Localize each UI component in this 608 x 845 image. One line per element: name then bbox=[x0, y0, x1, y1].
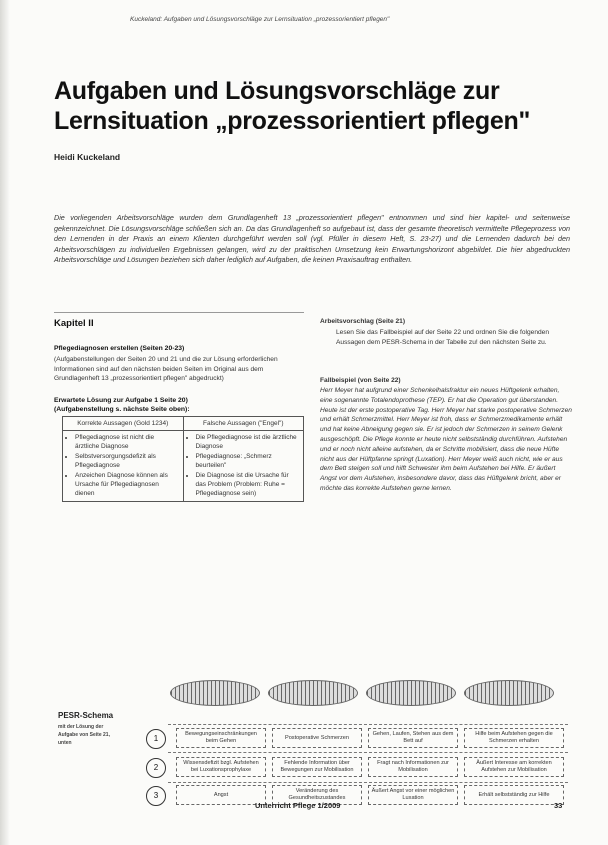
solution-table bbox=[62, 416, 304, 502]
pesr-cell-r: Äußert Interesse am korrekten Aufstehen zur Mobilisation bbox=[464, 757, 564, 777]
table-header-row bbox=[63, 417, 303, 431]
footer-page-number: 33 bbox=[554, 801, 563, 810]
list-item: • Pflegediagnose: „Schmerz beurteilen" bbox=[196, 452, 300, 470]
pesr-cell-p: Bewegungseinschränkungen beim Gehen bbox=[176, 728, 266, 748]
row-divider bbox=[168, 782, 568, 783]
pesr-cell-e: Veränderung des Gesundheitszustandes bbox=[272, 785, 362, 805]
decorative-oval bbox=[464, 680, 554, 706]
row-number-badge: 1 bbox=[146, 729, 166, 749]
list-item: • Pflegediagnose ist nicht die ärztliche Diagnose bbox=[75, 433, 179, 451]
table-header-correct: Korrekte Aussagen (Gold 1234) bbox=[63, 417, 183, 431]
loesung-heading: Erwartete Lösung zur Aufgabe 1 Seite 20) bbox=[54, 397, 188, 404]
pesr-note: mit der Lösung der Aufgabe von Seite 21, unten bbox=[58, 724, 110, 746]
footer-publication: Unterricht Pflege 1/2009 bbox=[255, 801, 341, 810]
correct-statements bbox=[63, 431, 183, 501]
decorative-oval bbox=[366, 680, 456, 706]
article-title: Aufgaben und Lösungsvorschläge zur Lernsituation „prozessorientiert pflegen" bbox=[54, 77, 531, 135]
list-item: • Die Pflegediagnose ist die ärztliche Diagnose bbox=[196, 433, 300, 451]
arbeitsvorschlag-heading: Arbeitsvorschlag (Seite 21) bbox=[320, 318, 406, 325]
row-divider bbox=[168, 752, 568, 753]
pflegediagnosen-text: (Aufgabenstellungen der Seiten 20 und 21 und die zur Lösung erforderlichen Informationen sind auf den nächsten beiden Seiten im Original aus dem Grundlagenheft 13 „prozessorientiert pflegen" abgedruckt) bbox=[54, 356, 278, 383]
pesr-cell-s: Gehen, Laufen, Stehen aus dem Bett auf bbox=[368, 728, 458, 748]
list-item: • Anzeichen Diagnose können als Ursache für Pflegediagnosen dienen bbox=[75, 471, 179, 498]
decorative-oval-strip bbox=[160, 680, 555, 706]
pesr-cell-e: Fehlende Information über Bewegungen zur Mobilisation bbox=[272, 757, 362, 777]
false-statements bbox=[183, 431, 304, 501]
decorative-oval bbox=[268, 680, 358, 706]
row-number-badge: 3 bbox=[146, 786, 166, 806]
pesr-cell-p: Angst bbox=[176, 785, 266, 805]
loesung-subheading: (Aufgabenstellung s. nächste Seite oben): bbox=[54, 406, 190, 413]
fallbeispiel-heading: Fallbeispiel (von Seite 22) bbox=[320, 377, 401, 384]
pesr-cell-s: Fragt nach Informationen zur Mobilisation bbox=[368, 757, 458, 777]
page-edge-shadow bbox=[0, 0, 10, 845]
decorative-oval bbox=[170, 680, 260, 706]
row-number-badge: 2 bbox=[146, 758, 166, 778]
fallbeispiel-text: Herr Meyer hat aufgrund einer Schenkelhalsfraktur ein neues Hüftgelenk erhalten, eine sogenannte Totalendoprothese (TEP). Er hat die Operation gut überstanden. Heute ist der erste postoperative Tag. Herr Meyer hat starke postoperative Schmerzen und erhält Schmerzmittel. Herr Meyer ist froh, dass er Schmerzmedikamente erhält und hat keine Abneigung gegen sie. Er ist jedoch der Schmerzen in seinem Gelenk ausgeschöpft. Die Pflege konnte er heute nicht selbstständig durchführen. Aufstehen und er noch nicht alleine aufstehen, da er Schritte mobilisiert, dass die neue Hüfte nicht aus der Hüftpfanne springt (Luxation). Herr Meyer weiß auch nicht, wie er aus dem Bett steigen soll und hilft Schwester ihm beim Aufstehen bei Hilfe. Er äußert Angst vor dem Aufstehen, insbesondere davor, dass das Hüftgelenk bricht, aber er möchte das korrekte Aufstehen gerne lernen. bbox=[320, 387, 572, 492]
pesr-cell-s: Äußert Angst vor einer möglichen Luxation bbox=[368, 785, 458, 805]
pflegediagnosen-heading: Pflegediagnosen erstellen (Seiten 20-23) bbox=[54, 345, 185, 352]
running-head: Kuckeland: Aufgaben und Lösungsvorschläge zur Lernsituation „prozessorientiert pflegen" bbox=[130, 16, 390, 23]
list-item: • Selbstversorgungsdefizit als Pflegediagnose bbox=[75, 452, 179, 470]
row-divider bbox=[168, 724, 568, 725]
pesr-cell-p: Wissensdefizit bzgl. Aufstehen bei Luxationsprophylaxe bbox=[176, 757, 266, 777]
pesr-cell-r: Erhält selbstständig zur Hilfe bbox=[464, 785, 564, 805]
arbeitsvorschlag-text: Lesen Sie das Fallbeispiel auf der Seite 22 und ordnen Sie die folgenden Aussagen dem PESR-Schema in der Tabelle zu! den nächsten Seite zu. bbox=[336, 329, 549, 346]
intro-paragraph: Die vorliegenden Arbeitsvorschläge wurden dem Grundlagenheft 13 „prozessorientiert pflegen" entnommen und sind hier kapitel- und seitenweise gekennzeichnet. Die Lösungsvorschläge schließen sich an. Da das Grundlagenheft so aufgebaut ist, dass der gesamte theoretisch vermittelte Pflegeprozess von den Lernenden in der Praxis an einem Klienten durchgeführt werden soll (vgl. Pfüller in diesem Heft, S. 23-27) und die Lernenden dadurch bei den Arbeitsvorschlägen zu individuellen Ergebnissen gelangen, wird zu der praktischen Umsetzung kein Erwartungshorizont abgebildet. Die hier abgedruckten Arbeitsvorschläge und Lösungen beziehen sich daher lediglich auf Aufgaben, die keinen Praxisauftrag enthalten. bbox=[54, 213, 570, 265]
section-rule bbox=[54, 312, 304, 313]
author: Heidi Kuckeland bbox=[54, 152, 121, 162]
pesr-cell-r: Hilfe beim Aufstehen gegen die Schmerzen erhalten bbox=[464, 728, 564, 748]
pesr-cell-e: Postoperative Schmerzen bbox=[272, 728, 362, 748]
pesr-heading: PESR-Schema bbox=[58, 711, 114, 720]
table-header-false: Falsche Aussagen ("Engel") bbox=[183, 417, 304, 431]
table-body-row bbox=[63, 431, 303, 501]
list-item: • Die Diagnose ist die Ursache für das Problem (Problem: Ruhe = Pflegediagnose sein) bbox=[196, 471, 300, 498]
chapter-heading: Kapitel II bbox=[54, 318, 94, 329]
